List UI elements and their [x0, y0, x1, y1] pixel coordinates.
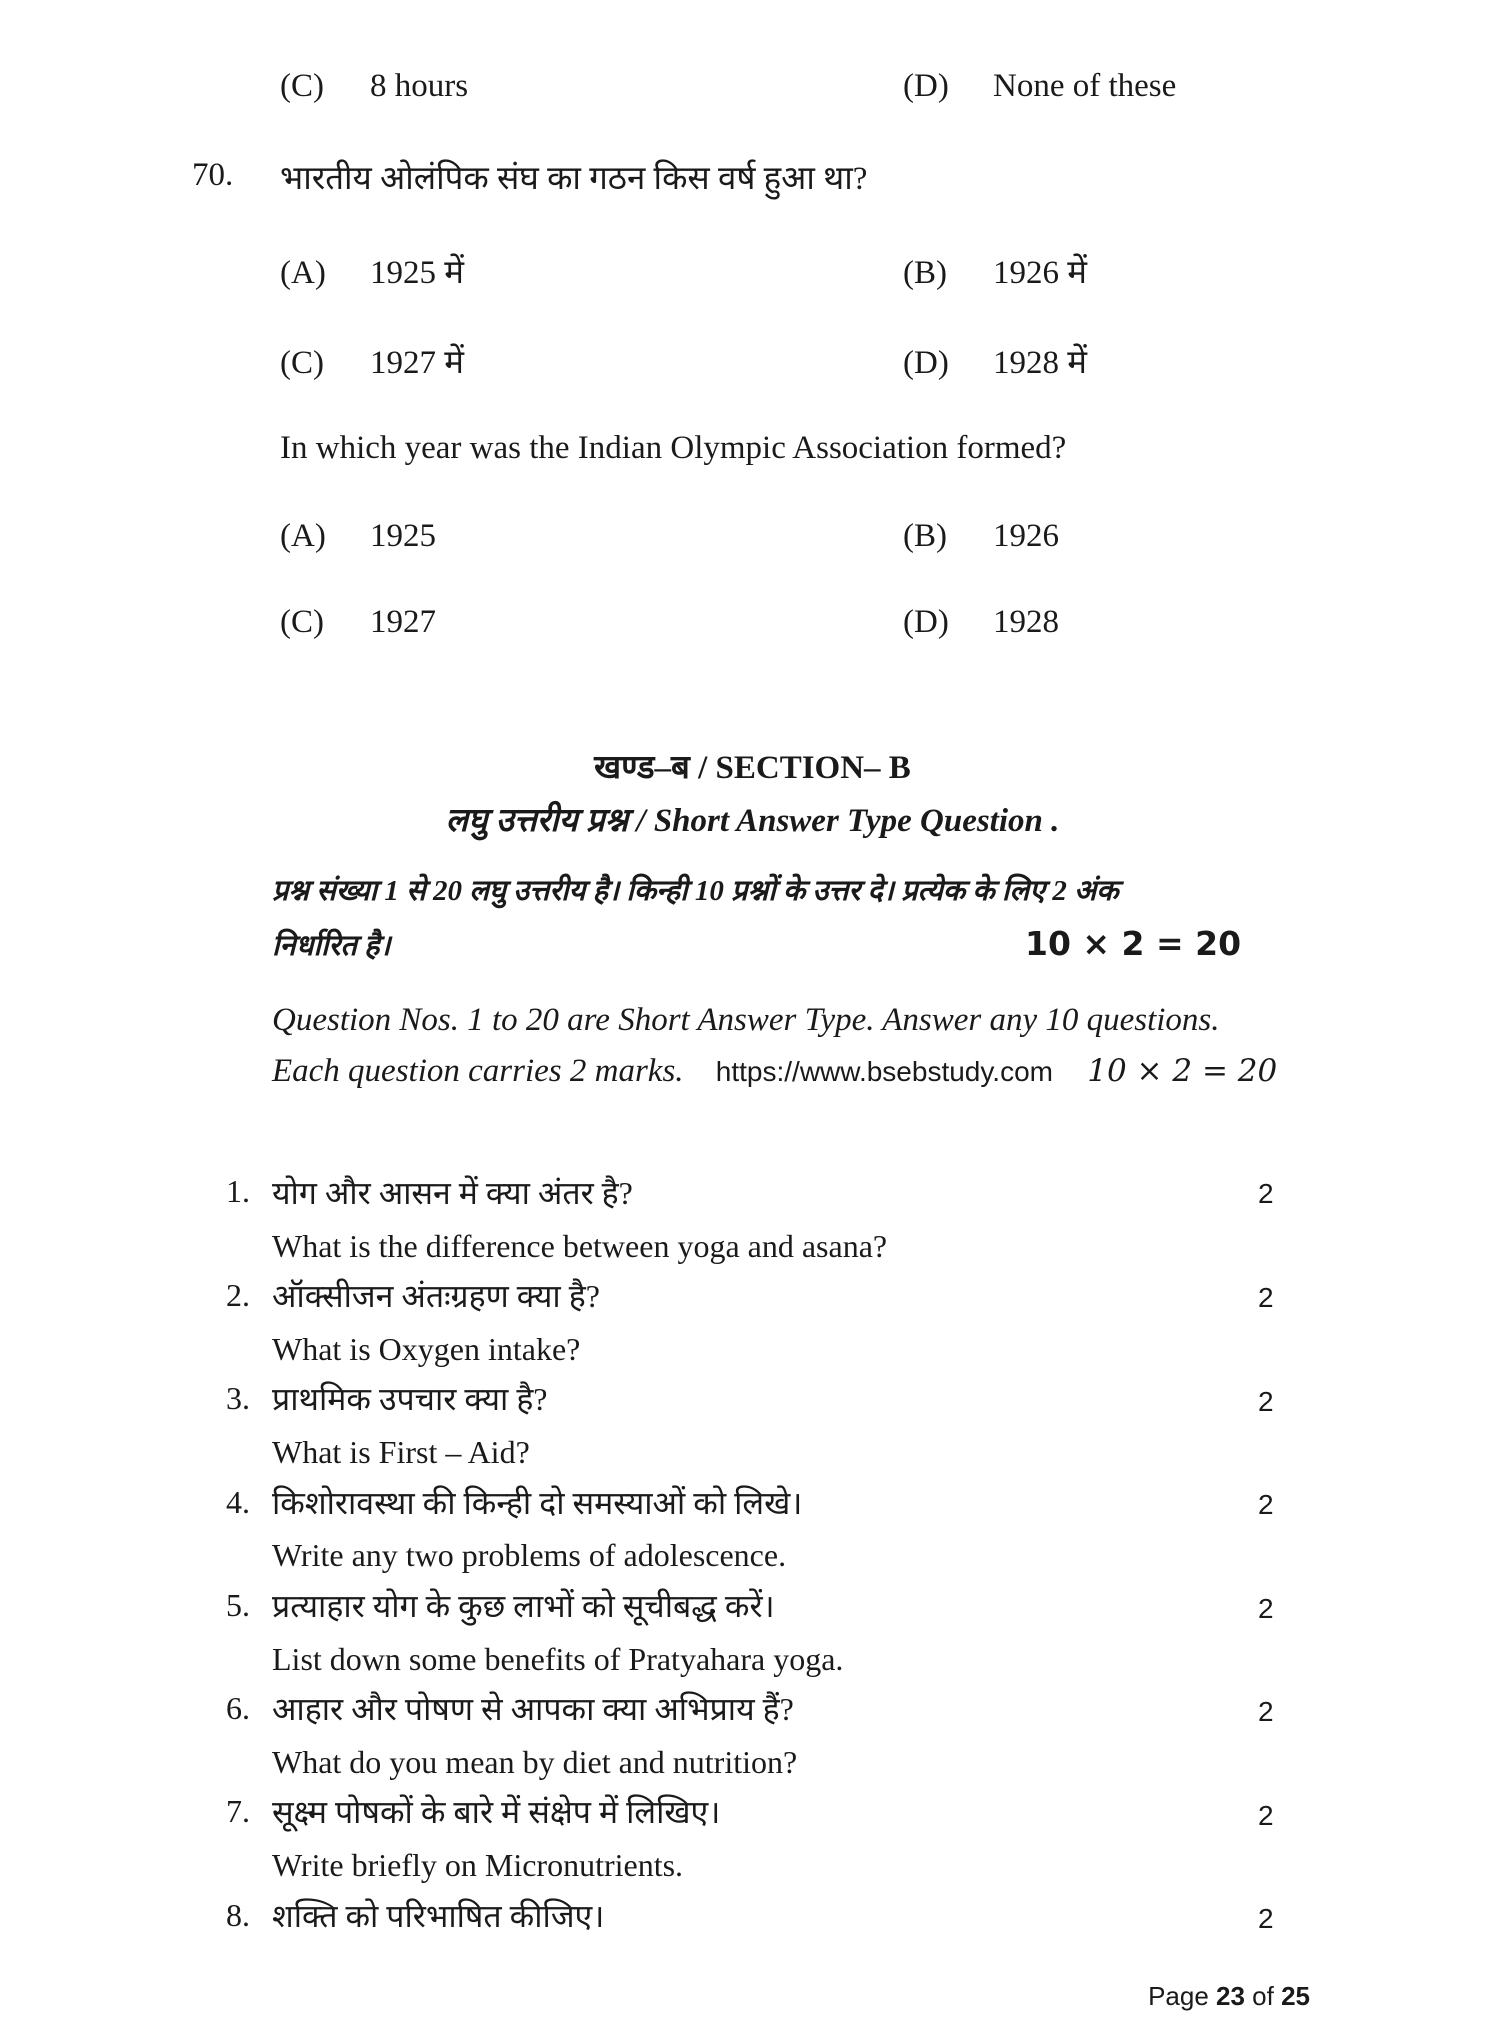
- marks-formula-bold: 10 × 2 = 20: [1025, 924, 1242, 963]
- question-5-english: List down some benefits of Pratyahara yoga.: [272, 1641, 844, 1677]
- q70-hindi-option-c: (C) 1927 में: [280, 345, 464, 381]
- question-70-number: 70.: [192, 157, 234, 193]
- total-pages: 25: [1281, 1981, 1310, 2011]
- q70-english-option-a: (A) 1925: [280, 518, 436, 554]
- question-4-marks: 2: [1258, 1489, 1274, 1520]
- question-7-marks: 2: [1258, 1800, 1274, 1831]
- page-footer: Page 23 of 25: [1148, 1981, 1310, 2011]
- current-page: 23: [1216, 1981, 1245, 2011]
- question-6-number: 6.: [226, 1690, 250, 1726]
- question-1-english: What is the difference between yoga and asana?: [272, 1228, 888, 1264]
- question-3-english: What is First – Aid?: [272, 1434, 530, 1470]
- question-2-marks: 2: [1258, 1282, 1274, 1313]
- question-1-marks: 2: [1258, 1178, 1274, 1209]
- question-3-hindi: प्राथमिक उपचार क्या है?: [272, 1381, 548, 1417]
- instructions-english-line-1: Question Nos. 1 to 20 are Short Answer Type. Answer any 10 questions.: [272, 1002, 1220, 1038]
- question-4-hindi: किशोरावस्था की किन्ही दो समस्याओं को लिखे।: [272, 1485, 803, 1521]
- question-2-number: 2.: [226, 1277, 250, 1313]
- q70-hindi-option-b: (B) 1926 में: [903, 255, 1087, 291]
- question-7-english: Write briefly on Micronutrients.: [272, 1847, 684, 1883]
- question-1-number: 1.: [226, 1173, 250, 1209]
- question-7-number: 7.: [226, 1793, 250, 1829]
- question-6-marks: 2: [1258, 1696, 1274, 1727]
- question-5-marks: 2: [1258, 1593, 1274, 1624]
- question-7-hindi: सूक्ष्म पोषकों के बारे में संक्षेप में लिखिए।: [272, 1794, 721, 1830]
- q70-english-option-c: (C) 1927: [280, 604, 436, 640]
- question-3-number: 3.: [226, 1380, 250, 1416]
- question-70-hindi: भारतीय ओलंपिक संघ का गठन किस वर्ष हुआ था?: [280, 161, 868, 197]
- q70-english-option-d: (D) 1928: [903, 604, 1059, 640]
- question-3-marks: 2: [1258, 1386, 1274, 1417]
- question-4-english: Write any two problems of adolescence.: [272, 1537, 787, 1573]
- question-6-hindi: आहार और पोषण से आपका क्या अभिप्राय हैं?: [272, 1691, 794, 1727]
- q70-english-option-b: (B) 1926: [903, 518, 1059, 554]
- instructions-hindi-line-1: प्रश्न संख्या 1 से 20 लघु उत्तरीय है। किन्ही 10 प्रश्नों के उत्तर दे। प्रत्येक के लिए 2 अंक: [272, 875, 1119, 907]
- watermark-url: https://www.bsebstudy.com: [715, 1056, 1053, 1087]
- marks-formula: 10 × 2 = 20: [1087, 1053, 1278, 1089]
- prev-option-c: (C) 8 hours: [280, 68, 469, 104]
- q70-hindi-option-d: (D) 1928 में: [903, 345, 1087, 381]
- question-6-english: What do you mean by diet and nutrition?: [272, 1744, 798, 1780]
- question-8-hindi: शक्ति को परिभाषित कीजिए।: [272, 1898, 605, 1934]
- question-70-english: In which year was the Indian Olympic Association formed?: [280, 430, 1067, 466]
- question-5-number: 5.: [226, 1587, 250, 1623]
- section-b-title: खण्ड–ब / SECTION– B: [594, 750, 911, 786]
- question-2-english: What is Oxygen intake?: [272, 1331, 581, 1367]
- prev-option-d: (D) None of these: [903, 68, 1177, 104]
- instructions-hindi-line-2: निर्धारित है।: [272, 930, 391, 962]
- section-b-subtitle: लघु उत्तरीय प्रश्न / Short Answer Type Question .: [445, 803, 1060, 839]
- question-4-number: 4.: [226, 1484, 250, 1520]
- question-2-hindi: ऑक्सीजन अंतःग्रहण क्या है?: [272, 1278, 600, 1314]
- instructions-english-line-2: Each question carries 2 marks. https://www.bsebstudy.com 10 × 2 = 20: [272, 1053, 1278, 1089]
- question-5-hindi: प्रत्याहार योग के कुछ लाभों को सूचीबद्ध करें।: [272, 1588, 775, 1624]
- q70-hindi-option-a: (A) 1925 में: [280, 255, 464, 291]
- question-1-hindi: योग और आसन में क्या अंतर है?: [272, 1175, 633, 1211]
- question-8-marks: 2: [1258, 1903, 1274, 1934]
- question-8-number: 8.: [226, 1897, 250, 1933]
